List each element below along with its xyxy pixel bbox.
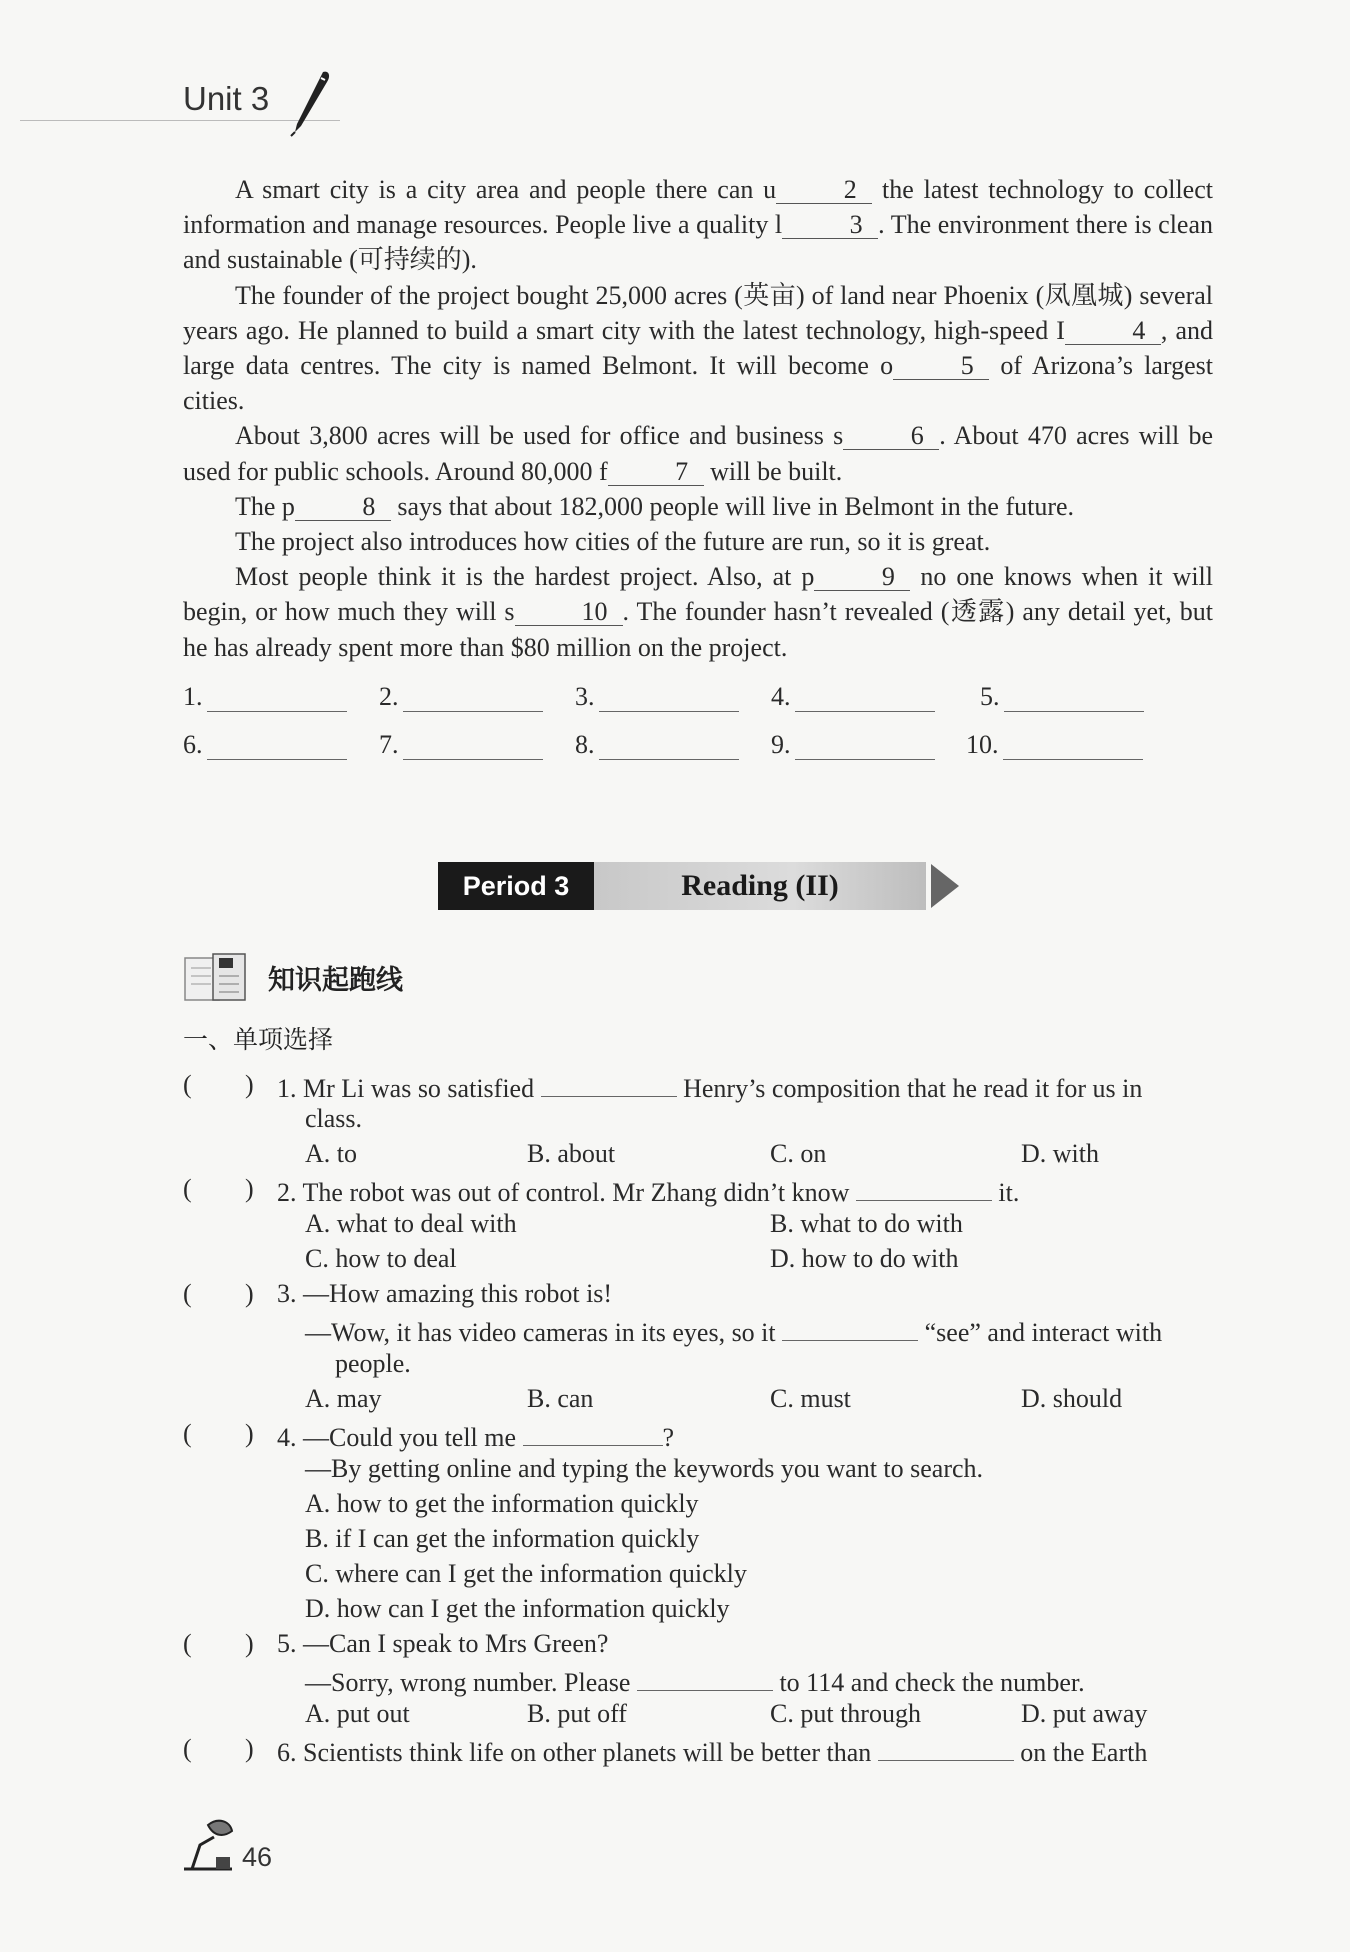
- answer-slot[interactable]: 6.: [183, 730, 347, 760]
- question-5-option-a[interactable]: A. put out: [305, 1699, 410, 1728]
- answer-bracket[interactable]: ( ): [183, 1629, 254, 1658]
- question-4-option-c[interactable]: C. where can I get the information quickly: [305, 1559, 747, 1588]
- answer-slot[interactable]: 10.: [966, 730, 1143, 760]
- question-5-stem-cont: —Sorry, wrong number. Please to 114 and check the number.: [305, 1664, 1085, 1698]
- desk-lamp-icon: [178, 1815, 238, 1873]
- cloze-blank-10[interactable]: 10: [515, 599, 623, 626]
- answer-bracket[interactable]: ( ): [183, 1174, 254, 1203]
- question-3-stem-cont: —Wow, it has video cameras in its eyes, so it “see” and interact with: [305, 1314, 1162, 1348]
- question-2-option-b[interactable]: B. what to do with: [770, 1209, 963, 1238]
- question-3-option-b[interactable]: B. can: [527, 1384, 594, 1413]
- question-3-stem-end: people.: [335, 1349, 411, 1378]
- unit-title: Unit 3: [183, 80, 270, 117]
- cloze-passage: [183, 172, 1213, 665]
- book-icon: [183, 952, 249, 1004]
- cloze-blank-5[interactable]: 5: [893, 353, 989, 380]
- period-title: Reading (II): [594, 862, 926, 910]
- question-2-option-d[interactable]: D. how to do with: [770, 1244, 959, 1273]
- arrow-right-icon: [931, 864, 959, 908]
- period-banner: [438, 862, 958, 910]
- question-5-option-b[interactable]: B. put off: [527, 1699, 627, 1728]
- question-4-stem: 4. —Could you tell me ?: [277, 1419, 674, 1453]
- answer-bracket[interactable]: ( ): [183, 1734, 254, 1763]
- passage-paragraph-2: The founder of the project bought 25,000 acres (英亩) of land near Phoenix (凤凰城) several years ago. He planned to build a smart city with the latest technology, high-speed I 4 , and large data centres. The city is named Belmont. It will become o 5 of Arizona’s largest cities.: [183, 280, 1213, 416]
- question-6-stem: 6. Scientists think life on other planets will be better than on the Earth: [277, 1734, 1147, 1768]
- subsection-title: 一、单项选择: [183, 1025, 334, 1054]
- answer-slot[interactable]: 3.: [575, 682, 739, 712]
- question-6-blank[interactable]: [878, 1734, 1014, 1761]
- answer-row-2: [183, 730, 1183, 778]
- question-3-option-a[interactable]: A. may: [305, 1384, 382, 1413]
- question-1-blank[interactable]: [541, 1070, 677, 1097]
- question-1-option-a[interactable]: A. to: [305, 1139, 357, 1168]
- page-number: 46: [242, 1842, 273, 1872]
- passage-paragraph-3: About 3,800 acres will be used for office and business s 6 . About 470 acres will be used for public schools. Around 80,000 f 7 will be built.: [183, 421, 1213, 486]
- question-2-blank[interactable]: [856, 1174, 992, 1201]
- passage-paragraph-5: The project also introduces how cities of the future are run, so it is great.: [235, 527, 991, 557]
- question-3-blank[interactable]: [782, 1314, 918, 1341]
- question-2-option-a[interactable]: A. what to deal with: [305, 1209, 517, 1238]
- question-2-option-c[interactable]: C. how to deal: [305, 1244, 457, 1273]
- question-4-stem-cont: —By getting online and typing the keywords you want to search.: [305, 1454, 984, 1483]
- cloze-blank-2[interactable]: 2: [776, 177, 872, 204]
- question-1-option-c[interactable]: C. on: [770, 1139, 827, 1168]
- cloze-blank-7[interactable]: 7: [608, 459, 704, 486]
- answer-slot[interactable]: 4.: [771, 682, 935, 712]
- passage-paragraph-6: Most people think it is the hardest project. Also, at p 9 no one knows when it will begin, or how much they will s 10 . The founder hasn’t revealed (透露) any detail yet, but he has already spent more than $80 million on the project.: [183, 562, 1213, 662]
- answer-row-1: [183, 682, 1183, 730]
- pen-icon: [285, 68, 333, 138]
- cloze-blank-6[interactable]: 6: [843, 423, 939, 450]
- question-4-blank[interactable]: [523, 1419, 663, 1446]
- answer-lines: [183, 682, 1183, 778]
- cloze-blank-4[interactable]: 4: [1065, 318, 1161, 345]
- answer-slot[interactable]: 8.: [575, 730, 739, 760]
- question-1-option-d[interactable]: D. with: [1021, 1139, 1099, 1168]
- cloze-blank-9[interactable]: 9: [814, 564, 910, 591]
- question-5-stem: 5. —Can I speak to Mrs Green?: [277, 1629, 609, 1658]
- cloze-blank-8[interactable]: 8: [295, 494, 391, 521]
- answer-slot[interactable]: 7.: [379, 730, 543, 760]
- question-5-option-c[interactable]: C. put through: [770, 1699, 921, 1728]
- passage-paragraph-4: The p 8 says that about 182,000 people will live in Belmont in the future.: [235, 491, 1075, 521]
- question-5-option-d[interactable]: D. put away: [1021, 1699, 1148, 1728]
- question-2-stem: 2. The robot was out of control. Mr Zhang didn’t know it.: [277, 1174, 1019, 1208]
- question-3-stem: 3. —How amazing this robot is!: [277, 1279, 613, 1308]
- cloze-blank-3[interactable]: 3: [782, 212, 878, 239]
- passage-paragraph-1: A smart city is a city area and people there can u 2 the latest technology to collect information and manage resources. People live a quality l 3 . The environment there is clean and sustainable (可持续的).: [183, 175, 1213, 275]
- question-1-option-b[interactable]: B. about: [527, 1139, 616, 1168]
- question-3-option-d[interactable]: D. should: [1021, 1384, 1123, 1413]
- question-3-option-c[interactable]: C. must: [770, 1384, 851, 1413]
- question-1-stem: 1. Mr Li was so satisfied Henry’s composition that he read it for us in: [277, 1070, 1142, 1104]
- question-4-option-d[interactable]: D. how can I get the information quickly: [305, 1594, 730, 1623]
- question-5-blank[interactable]: [637, 1664, 773, 1691]
- question-4-option-b[interactable]: B. if I can get the information quickly: [305, 1524, 700, 1553]
- section-title: 知识起跑线: [268, 965, 403, 996]
- answer-bracket[interactable]: ( ): [183, 1419, 254, 1448]
- period-label: Period 3: [438, 862, 594, 910]
- question-1-stem-cont: class.: [305, 1104, 363, 1133]
- answer-bracket[interactable]: ( ): [183, 1279, 254, 1308]
- answer-slot[interactable]: 9.: [771, 730, 935, 760]
- answer-slot[interactable]: 1.: [183, 682, 347, 712]
- answer-slot[interactable]: 2.: [379, 682, 543, 712]
- answer-bracket[interactable]: ( ): [183, 1070, 254, 1099]
- answer-slot[interactable]: 5.: [980, 682, 1144, 712]
- question-4-option-a[interactable]: A. how to get the information quickly: [305, 1489, 699, 1518]
